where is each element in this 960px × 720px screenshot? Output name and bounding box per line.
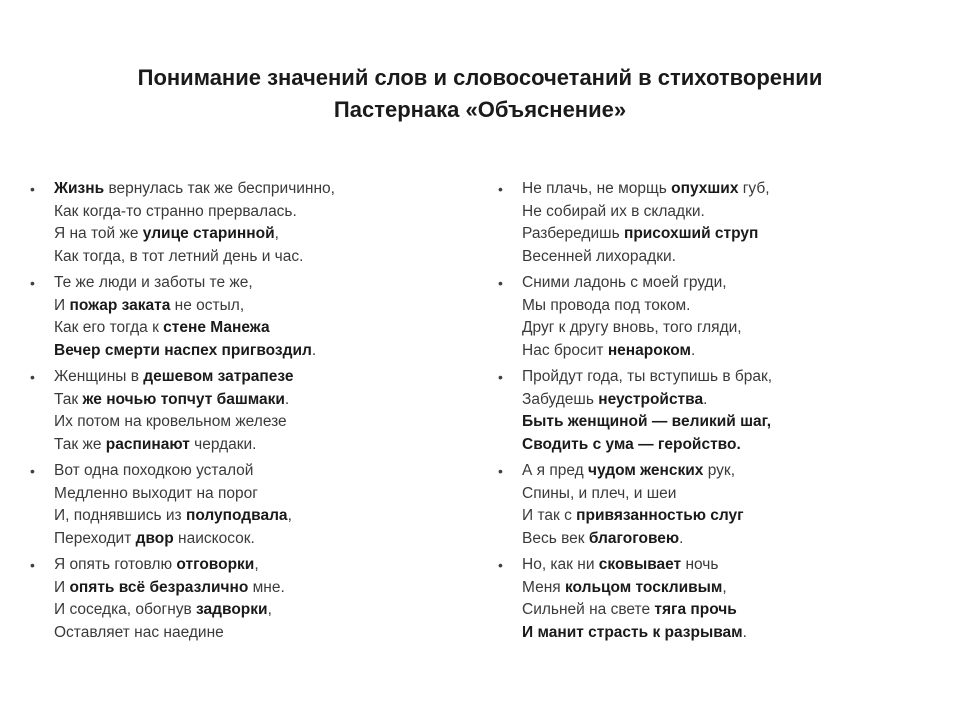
line-text: чердаки. bbox=[189, 435, 257, 453]
poem-line bbox=[54, 599, 430, 622]
poem-line bbox=[522, 389, 898, 412]
poem-column-right bbox=[498, 178, 898, 648]
poem-line bbox=[522, 317, 898, 340]
line-text: Спины, и плеч, и шеи bbox=[522, 484, 677, 502]
line-text: губ, bbox=[738, 180, 770, 197]
stanza bbox=[30, 554, 430, 644]
poem-line bbox=[522, 434, 898, 457]
line-text: Не плачь, не морщь bbox=[522, 180, 672, 197]
slide-title bbox=[60, 62, 900, 126]
line-text: Меня bbox=[522, 578, 565, 596]
line-text: Я на той же bbox=[54, 225, 143, 242]
poem-line bbox=[522, 483, 898, 506]
line-text: Сними ладонь с моей груди, bbox=[522, 274, 727, 291]
poem-line bbox=[522, 223, 898, 246]
poem-line bbox=[54, 505, 430, 528]
line-text: Сильней на свете bbox=[522, 601, 655, 618]
line-text: . bbox=[691, 341, 696, 359]
highlighted-phrase: двор bbox=[135, 529, 174, 547]
line-text: Но, как ни bbox=[522, 556, 599, 573]
highlighted-phrase: тяга прочь bbox=[654, 601, 737, 618]
highlighted-phrase: Вечер смерти наспех пригвоздил bbox=[54, 341, 312, 359]
poem-line bbox=[522, 577, 898, 600]
line-text: не остыл, bbox=[170, 296, 245, 314]
bullet-icon: • bbox=[498, 369, 503, 385]
highlighted-phrase: полуподвала bbox=[185, 507, 288, 524]
bullet-icon: • bbox=[498, 463, 503, 479]
stanza bbox=[30, 272, 430, 362]
poem-line bbox=[54, 246, 430, 269]
line-text: Друг к другу вновь, того гляди, bbox=[522, 319, 742, 336]
poem-line bbox=[54, 389, 430, 412]
line-text: . bbox=[284, 390, 290, 408]
stanza bbox=[30, 460, 430, 550]
line-text: Оставляет нас наедине bbox=[54, 623, 224, 641]
highlighted-phrase: Жизнь bbox=[54, 180, 105, 197]
poem-line bbox=[54, 460, 430, 483]
poem-line bbox=[522, 246, 898, 269]
poem-line bbox=[54, 317, 430, 340]
title-line-1: Понимание значений слов и словосочетаний в стихотворении bbox=[137, 65, 823, 90]
highlighted-phrase: сковывает bbox=[598, 556, 682, 573]
line-text: . bbox=[703, 390, 708, 408]
bullet-icon: • bbox=[498, 275, 503, 291]
line-text: , bbox=[287, 507, 292, 524]
highlighted-phrase: распинают bbox=[105, 435, 190, 453]
line-text: Вот одна походкою усталой bbox=[54, 462, 254, 479]
line-text: Весь век bbox=[522, 529, 589, 547]
poem-line bbox=[522, 201, 898, 224]
highlighted-phrase: же ночью топчут башмаки bbox=[82, 390, 285, 408]
line-text: И bbox=[54, 296, 70, 314]
line-text: рук, bbox=[703, 462, 735, 479]
bullet-icon: • bbox=[30, 463, 35, 479]
line-text: А я пред bbox=[522, 462, 588, 479]
line-text: Мы провода под током. bbox=[522, 296, 691, 314]
line-text: Те же люди и заботы те же, bbox=[54, 274, 253, 291]
bullet-icon: • bbox=[30, 557, 35, 573]
highlighted-phrase: присохший струп bbox=[623, 225, 759, 242]
highlighted-phrase: дешевом затрапезе bbox=[143, 368, 294, 385]
poem-line bbox=[522, 366, 898, 389]
line-text: Как когда-то странно прервалась. bbox=[54, 202, 297, 220]
stanza bbox=[498, 272, 898, 362]
bullet-icon: • bbox=[498, 557, 503, 573]
line-text: , bbox=[722, 578, 727, 596]
poem-line bbox=[522, 554, 898, 577]
line-text: . bbox=[742, 623, 747, 641]
highlighted-phrase: опухших bbox=[671, 180, 739, 197]
line-text: Не собирай их в складки. bbox=[522, 202, 705, 220]
line-text: , bbox=[274, 225, 279, 242]
line-text: И bbox=[54, 578, 70, 596]
poem-line bbox=[54, 434, 430, 457]
highlighted-phrase: Сводить с ума — геройство. bbox=[522, 435, 741, 453]
line-text: И соседка, обогнув bbox=[54, 601, 197, 618]
highlighted-phrase: Быть женщиной — великий шаг, bbox=[522, 413, 772, 430]
poem-line bbox=[522, 178, 898, 201]
line-text: Разбередишь bbox=[522, 225, 624, 242]
line-text: И, поднявшись из bbox=[54, 507, 186, 524]
stanza bbox=[30, 178, 430, 268]
line-text: Как его тогда к bbox=[54, 319, 164, 336]
highlighted-phrase: опять всё безразлично bbox=[69, 578, 249, 596]
title-line-2: Пастернака «Объяснение» bbox=[333, 97, 627, 122]
poem-line bbox=[54, 201, 430, 224]
bullet-icon: • bbox=[30, 181, 35, 197]
poem-line bbox=[522, 340, 898, 363]
highlighted-phrase: стене Манежа bbox=[163, 319, 270, 336]
poem-line bbox=[54, 223, 430, 246]
poem-line bbox=[54, 411, 430, 434]
highlighted-phrase: кольцом тоскливым bbox=[564, 578, 723, 596]
stanza bbox=[30, 366, 430, 456]
line-text: наискосок. bbox=[173, 529, 255, 547]
line-text: . bbox=[679, 529, 684, 547]
poem-line bbox=[54, 272, 430, 295]
stanza bbox=[498, 178, 898, 268]
poem-line bbox=[522, 411, 898, 434]
highlighted-phrase: отговорки bbox=[176, 556, 255, 573]
line-text: Так же bbox=[54, 435, 106, 453]
highlighted-phrase: задворки bbox=[196, 601, 268, 618]
poem-line bbox=[54, 366, 430, 389]
highlighted-phrase: улице старинной bbox=[142, 225, 275, 242]
poem-line bbox=[54, 483, 430, 506]
poem-line bbox=[522, 505, 898, 528]
poem-line bbox=[54, 528, 430, 551]
poem-line bbox=[522, 272, 898, 295]
stanza bbox=[498, 366, 898, 456]
line-text: Так bbox=[54, 390, 83, 408]
line-text: ночь bbox=[681, 556, 719, 573]
poem-line bbox=[522, 295, 898, 318]
stanza bbox=[498, 554, 898, 644]
line-text: . bbox=[311, 341, 317, 359]
line-text: Переходит bbox=[54, 529, 136, 547]
poem-line bbox=[522, 460, 898, 483]
line-text: Пройдут года, ты вступишь в брак, bbox=[522, 368, 773, 385]
line-text: , bbox=[254, 556, 259, 573]
line-text: мне. bbox=[248, 578, 285, 596]
poem-line bbox=[54, 295, 430, 318]
poem-column-left bbox=[30, 178, 430, 648]
line-text: , bbox=[267, 601, 272, 618]
line-text: Нас бросит bbox=[522, 341, 608, 359]
poem-line bbox=[522, 622, 898, 645]
poem-line bbox=[54, 577, 430, 600]
stanza bbox=[498, 460, 898, 550]
line-text: Как тогда, в тот летний день и час. bbox=[54, 247, 304, 265]
line-text: Я опять готовлю bbox=[54, 556, 177, 573]
line-text: Их потом на кровельном железе bbox=[54, 413, 287, 430]
highlighted-phrase: ненароком bbox=[607, 341, 691, 359]
highlighted-phrase: неустройства bbox=[598, 390, 704, 408]
line-text: Весенней лихорадки. bbox=[522, 247, 676, 265]
poem-line bbox=[54, 178, 430, 201]
line-text: И так с bbox=[522, 507, 577, 524]
line-text: Женщины в bbox=[54, 368, 144, 385]
highlighted-phrase: чудом женских bbox=[588, 462, 704, 479]
line-text: вернулась так же беспричинно, bbox=[104, 180, 335, 197]
line-text: Медленно выходит на порог bbox=[54, 484, 258, 502]
poem-line bbox=[54, 554, 430, 577]
bullet-icon: • bbox=[498, 181, 503, 197]
bullet-icon: • bbox=[30, 369, 35, 385]
line-text: Забудешь bbox=[522, 390, 599, 408]
poem-line bbox=[522, 528, 898, 551]
poem-line bbox=[54, 622, 430, 645]
highlighted-phrase: пожар заката bbox=[69, 296, 171, 314]
poem-line bbox=[54, 340, 430, 363]
highlighted-phrase: привязанностью слуг bbox=[576, 507, 744, 524]
highlighted-phrase: благоговею bbox=[588, 529, 680, 547]
bullet-icon: • bbox=[30, 275, 35, 291]
highlighted-phrase: И манит страсть к разрывам bbox=[522, 623, 743, 641]
poem-line bbox=[522, 599, 898, 622]
